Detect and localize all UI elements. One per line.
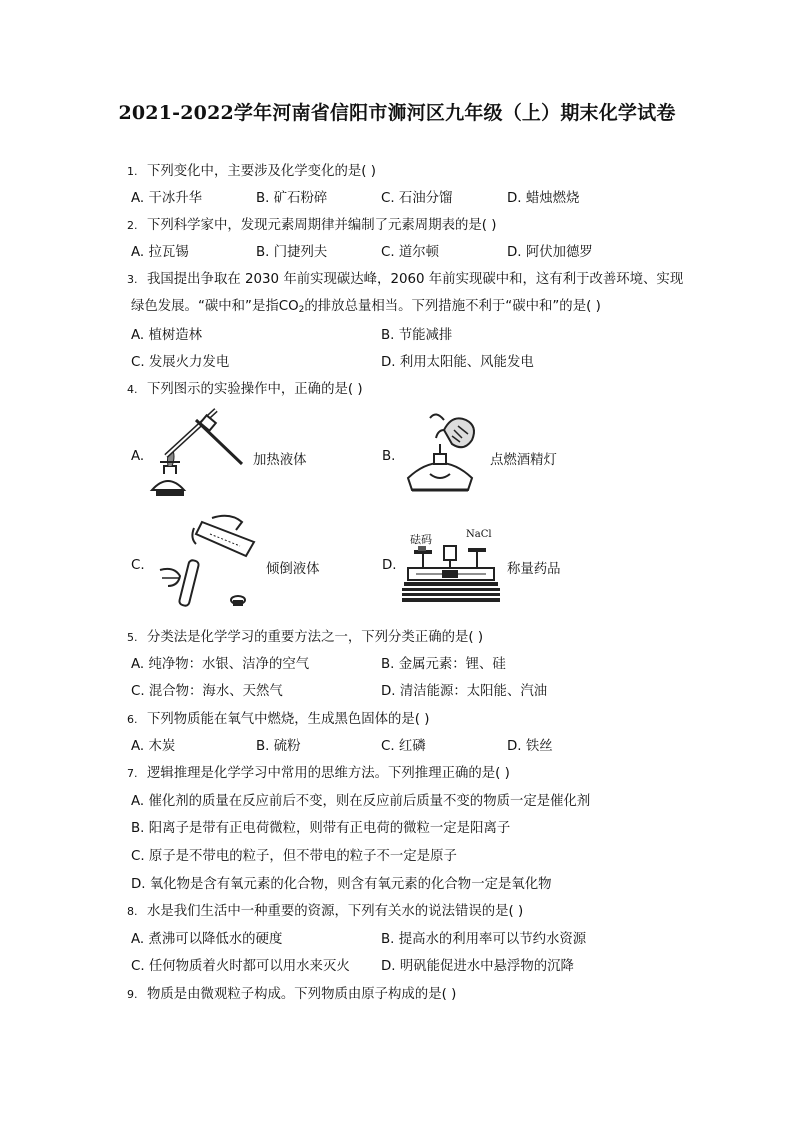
question-text: 逻辑推理是化学学习中常用的思维方法。下列推理正确的是( ) [147,766,510,781]
q6-option-b: B. 硫粉 [256,739,301,754]
q2-option-a: A. 拉瓦锡 [131,245,189,260]
q8-option-a: A. 煮沸可以降低水的硬度 [131,932,283,947]
lighting-lamp-figure [400,408,490,500]
q4-option-d-letter: D. [382,558,397,573]
q7-option-b: B. 阳离子是带有正电荷微粒，则带有正电荷的微粒一定是阳离子 [131,821,511,836]
question-number: 1. [127,165,138,178]
question-5 [127,629,483,647]
question-text: 下列图示的实验操作中，正确的是( ) [147,382,363,397]
question-text: 水是我们生活中一种重要的资源，下列有关水的说法错误的是( ) [147,904,524,919]
q4-option-c-label: 倾倒液体 [266,562,320,577]
q4-option-b-letter: B. [382,449,396,464]
question-text: 下列变化中，主要涉及化学变化的是( ) [147,164,376,179]
question-text: 下列科学家中，发现元素周期律并编制了元素周期表的是( ) [147,218,497,233]
q4-option-c-letter: C. [131,558,145,573]
q6-option-d: D. 铁丝 [507,739,553,754]
question-8 [127,903,523,921]
question-number: 6. [127,713,138,726]
q6-option-a: A. 木炭 [131,739,176,754]
weights-label: 砝码 [410,533,432,546]
q4-option-a-letter: A. [131,449,145,464]
q4-option-a-label: 加热液体 [253,453,307,468]
page-title: 2021-2022学年河南省信阳市浉河区九年级（上）期末化学试卷 [118,102,676,124]
q5-option-b: B. 金属元素：锂、硅 [381,657,506,672]
question-text: 物质是由微观粒子构成。下列物质由原子构成的是( ) [147,987,457,1002]
question-number: 7. [127,767,138,780]
question-3 [127,271,683,289]
q2-option-b: B. 门捷列夫 [256,245,328,260]
q5-option-d: D. 清洁能源：太阳能、汽油 [381,684,548,699]
q5-option-c: C. 混合物：海水、天然气 [131,684,283,699]
q1-option-a: A. 干冰升华 [131,191,202,206]
q8-option-d: D. 明矾能促进水中悬浮物的沉降 [381,959,574,974]
q2-option-c: C. 道尔顿 [381,245,440,260]
heating-liquid-figure [146,404,251,502]
q4-option-d-label: 称量药品 [507,562,561,577]
question-1 [127,163,376,181]
weighing-balance-figure [402,528,502,606]
q1-option-b: B. 矿石粉碎 [256,191,328,206]
question-text: 绿色发展。“碳中和”是指CO [131,299,299,314]
q8-option-b: B. 提高水的利用率可以节约水资源 [381,932,587,947]
question-4 [127,381,363,399]
q4-option-b-label: 点燃酒精灯 [490,453,557,468]
question-3-continued [131,298,601,319]
question-text: 的排放总量相当。下列措施不利于“碳中和”的是( ) [304,299,601,314]
q1-option-d: D. 蜡烛燃烧 [507,191,580,206]
q7-option-a: A. 催化剂的质量在反应前后不变，则在反应前后质量不变的物质一定是催化剂 [131,794,591,809]
question-2 [127,217,496,235]
subscript: 2 [298,305,305,315]
q7-option-d: D. 氧化物是含有氧元素的化合物，则含有氧元素的化合物一定是氧化物 [131,877,552,892]
q3-option-a: A. 植树造林 [131,328,202,343]
question-number: 3. [127,273,138,286]
q5-option-a: A. 纯净物：水银、洁净的空气 [131,657,310,672]
question-text: 分类法是化学学习的重要方法之一，下列分类正确的是( ) [147,630,484,645]
question-number: 8. [127,905,138,918]
q1-option-c: C. 石油分馏 [381,191,453,206]
question-text: 下列物质能在氧气中燃烧，生成黑色固体的是( ) [147,712,430,727]
question-6 [127,711,430,729]
question-text: 我国提出争取在 2030 年前实现碳达峰，2060 年前实现碳中和，这有利于改善环境、实现 [147,272,684,287]
q8-option-c: C. 任何物质着火时都可以用水来灭火 [131,959,350,974]
q3-option-b: B. 节能减排 [381,328,453,343]
nacl-label: NaCl [466,529,492,540]
question-number: 9. [127,988,138,1001]
question-number: 4. [127,383,138,396]
q2-option-d: D. 阿伏加德罗 [507,245,593,260]
question-9 [127,986,456,1004]
q3-option-c: C. 发展火力发电 [131,355,230,370]
q7-option-c: C. 原子是不带电的粒子，但不带电的粒子不一定是原子 [131,849,457,864]
q3-option-d: D. 利用太阳能、风能发电 [381,355,534,370]
question-7 [127,765,510,783]
question-number: 5. [127,631,138,644]
question-number: 2. [127,219,138,232]
q6-option-c: C. 红磷 [381,739,426,754]
pouring-liquid-figure [150,512,262,612]
